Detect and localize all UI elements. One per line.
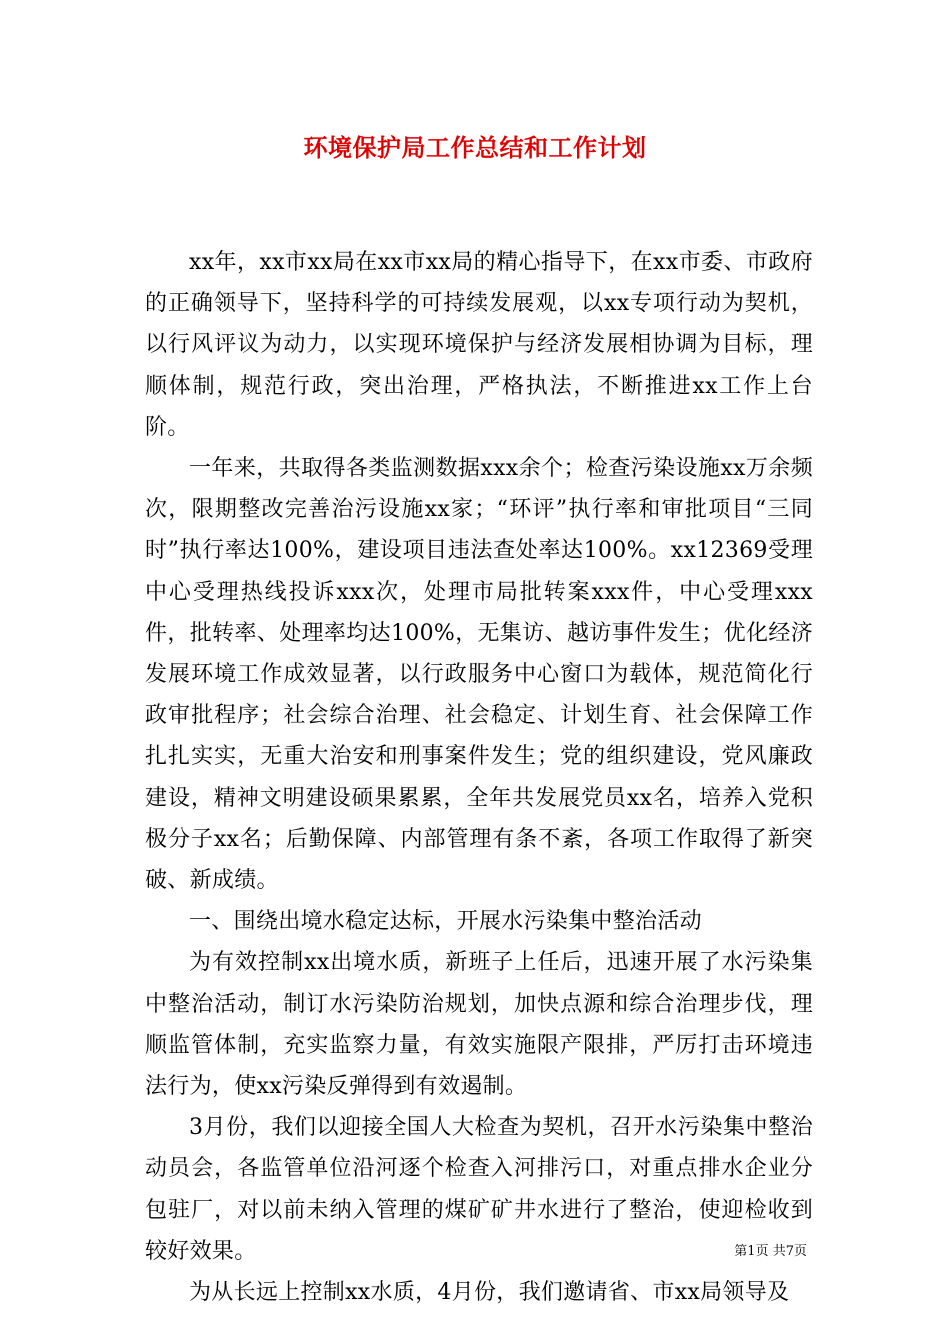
- footer-prefix: 第: [734, 1244, 748, 1259]
- paragraph: xx年，xx市xx局在xx市xx局的精心指导下，在xx市委、市政府的正确领导下，坚持科学的可持续发展观，以xx专项行动为契机，以行风评议为动力，以实现环境保护与经济发展相协调为目标，理顺体制，规范行政，突出治理，严格执法，不断推进xx工作上台阶。: [145, 250, 813, 440]
- section-heading: 一、围绕出境水稳定达标，开展水污染集中整治活动: [189, 909, 702, 935]
- footer-suffix: 页: [793, 1244, 807, 1259]
- footer-middle: 页 共: [755, 1244, 786, 1259]
- page-number-footer: [734, 1243, 807, 1261]
- footer-total-pages: 7: [785, 1244, 794, 1259]
- paragraph: 3月份，我们以迎接全国人大检查为契机，召开水污染集中整治动员会，各监管单位沿河逐个检查入河排污口，对重点排水企业分包驻厂，对以前未纳入管理的煤矿矿井水进行了整治，使迎检收到较好效果。: [145, 1115, 813, 1264]
- document-body: [145, 242, 813, 1313]
- paragraph: 为有效控制xx出境水质，新班子上任后，迅速开展了水污染集中整治活动，制订水污染防治规划，加快点源和综合治理步伐，理顺监管体制，充实监察力量，有效实施限产限排，严厉打击环境违法行为，使xx污染反弹得到有效遏制。: [145, 950, 813, 1100]
- footer-current-page: 1: [747, 1244, 756, 1259]
- paragraph: 为从长远上控制xx水质，4月份，我们邀请省、市xx局领导及: [189, 1280, 790, 1306]
- document-title: 环境保护局工作总结和工作计划: [303, 133, 647, 162]
- paragraph: 一年来，共取得各类监测数据xxx余个；检查污染设施xx万余频次，限期整改完善治污设施xx家；“环评”执行率和审批项目“三同时”执行率达100%，建设项目违法查处率达100%。xx12369受理中心受理热线投诉xxx次，处理市局批转案xxx件，中心受理xxx件，批转率、处理率均达100%，无集访、越访事件发生；优化经济发展环境工作成效显著，以行政服务中心窗口为载体，规范简化行政审批程序；社会综合治理、社会稳定、计划生育、社会保障工作扎扎实实，无重大治安和刑事案件发生；党的组织建设，党风廉政建设，精神文明建设硕果累累，全年共发展党员xx名，培养入党积极分子xx名；后勤保障、内部管理有条不紊，各项工作取得了新突破、新成绩。: [145, 456, 813, 894]
